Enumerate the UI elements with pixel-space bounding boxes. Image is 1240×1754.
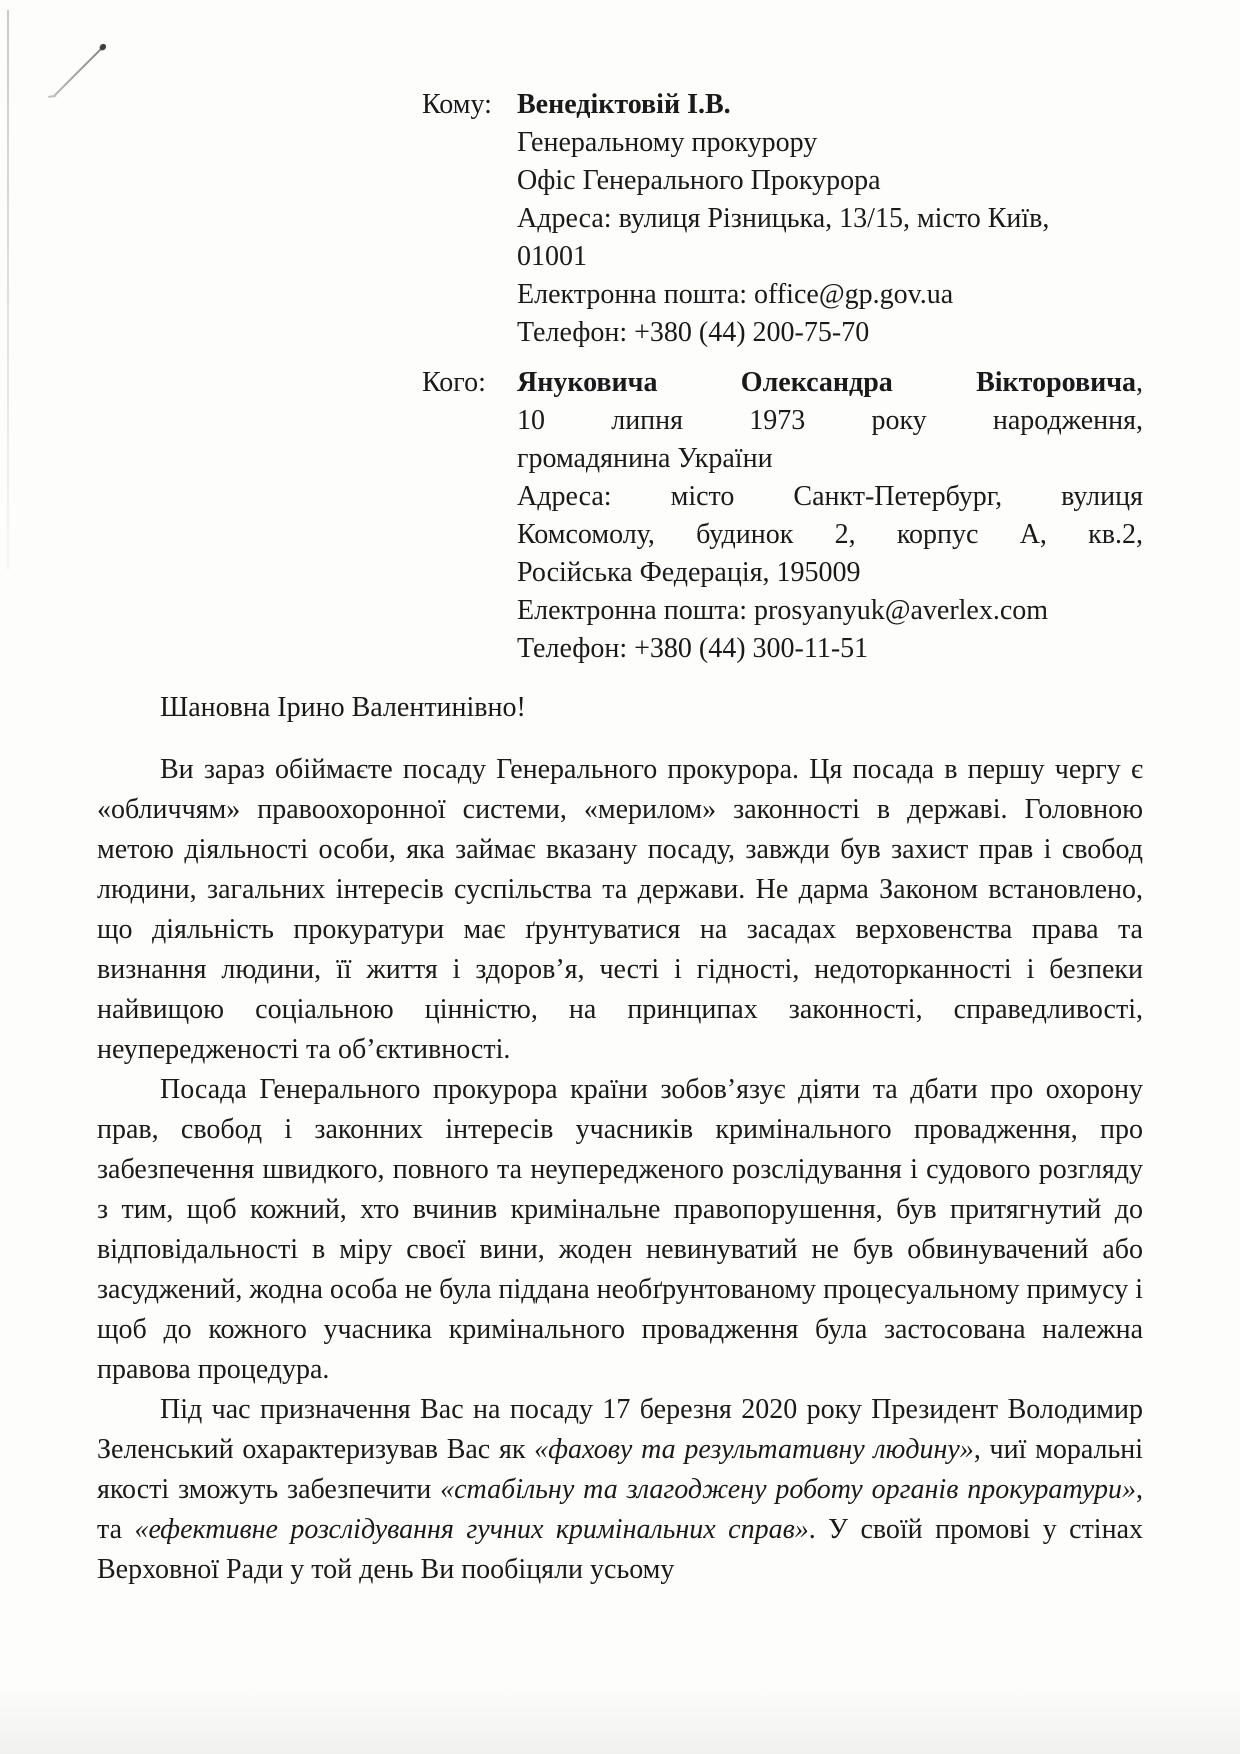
sender-label: Кого: [422,367,486,398]
address-line: Генеральному прокурору [517,127,818,158]
address-line: Венедіктовій І.В. [517,89,731,120]
address-line: Януковича Олександра Вікторовича, [517,367,1143,398]
address-line-bold-name: Януковича Олександра Вікторовича [517,367,1136,398]
recipient-label: Кому: [422,89,492,120]
pen-dot [98,43,107,52]
letter-body [97,750,1143,1590]
address-line: Адреса: місто Санкт-Петербург, вулиця [517,481,1143,512]
p3-text-run: , чиї моральні якості зможуть забезпечити [97,1434,1143,1505]
sender-lines [517,364,1143,668]
recipient-lines [517,86,1143,352]
address-line: громадянина України [517,443,773,474]
address-line: Телефон: +380 (44) 200-75-70 [517,317,870,348]
pen-mark-artifact [52,47,103,98]
paragraph-1: Ви зараз обіймаєте посаду Генерального прокурора. Ця посада в першу чергу є «обличчям» правоохоронної системи, «мерилом» законності в державі. Головною метою діяльності особи, яка займає вказану посаду, завжди був захист прав і свобод людини, загальних інтересів суспільства та держави. Не дарма Законом встановлено, що діяльність прокуратури має ґрунтуватися на засадах верховенства права та визнання людини, її життя і здоров’я, честі і гідності, недоторканності і безпеки найвищою соціальною цінністю, на принципах законності, справедливості, неупередженості та об’єктивності. [97,754,1143,1065]
pen-hook [48,95,56,98]
address-line: Російська Федерація, 195009 [517,557,861,588]
salutation: Шановна Ірино Валентинівно! [160,692,526,723]
p3-text-run: . У своїй промові у стінах Верховної Ради у той день Ви пообіцяли усьому [97,1514,1143,1585]
address-line: Телефон: +380 (44) 300-11-51 [517,633,869,664]
address-line: Електронна пошта: office@gp.gov.ua [517,279,954,310]
address-line: 10 липня 1973 року народження, [517,405,1143,436]
scan-edge-artifact [7,10,9,570]
sender-block [422,364,1143,668]
p3-quote-italic: «ефективне розслідування гучних кримінальних справ» [134,1514,809,1545]
p3-quote-italic: «фахову та результативну людину» [534,1434,974,1465]
paragraph-3 [97,1390,1143,1590]
address-line: Електронна пошта: prosyanyuk@averlex.com [517,595,1049,626]
p3-text-run: Під час призначення Вас на посаду 17 березня 2020 року Президент Володимир Зеленський охарактеризував Вас як [97,1394,1143,1465]
p3-quote-italic: «стабільну та злагоджену роботу органів прокуратури» [440,1474,1136,1505]
address-line: Комсомолу, будинок 2, корпус А, кв.2, [517,519,1143,550]
p3-text-run: , та [97,1474,1143,1545]
address-line: Адреса: вулиця Різницька, 13/15, місто Київ, [517,203,1050,234]
paragraph-2: Посада Генерального прокурора країни зобов’язує діяти та дбати про охорону прав, свобод і законних інтересів учасників кримінального провадження, про забезпечення швидкого, повного та неупередженого розслідування і судового розгляду з тим, щоб кожний, хто вчинив кримінальне правопорушення, був притягнутий до відповідальності в міру своєї вини, жоден невинуватий не був обвинувачений або засуджений, жодна особа не була піддана необґрунтованому процесуальному примусу і щоб до кожного учасника кримінального провадження була застосована належна правова процедура. [97,1074,1143,1385]
recipient-block [422,86,1143,352]
scan-bottom-shade [0,1684,1240,1754]
address-line: Офіс Генерального Прокурора [517,165,881,196]
address-line: 01001 [517,241,587,272]
